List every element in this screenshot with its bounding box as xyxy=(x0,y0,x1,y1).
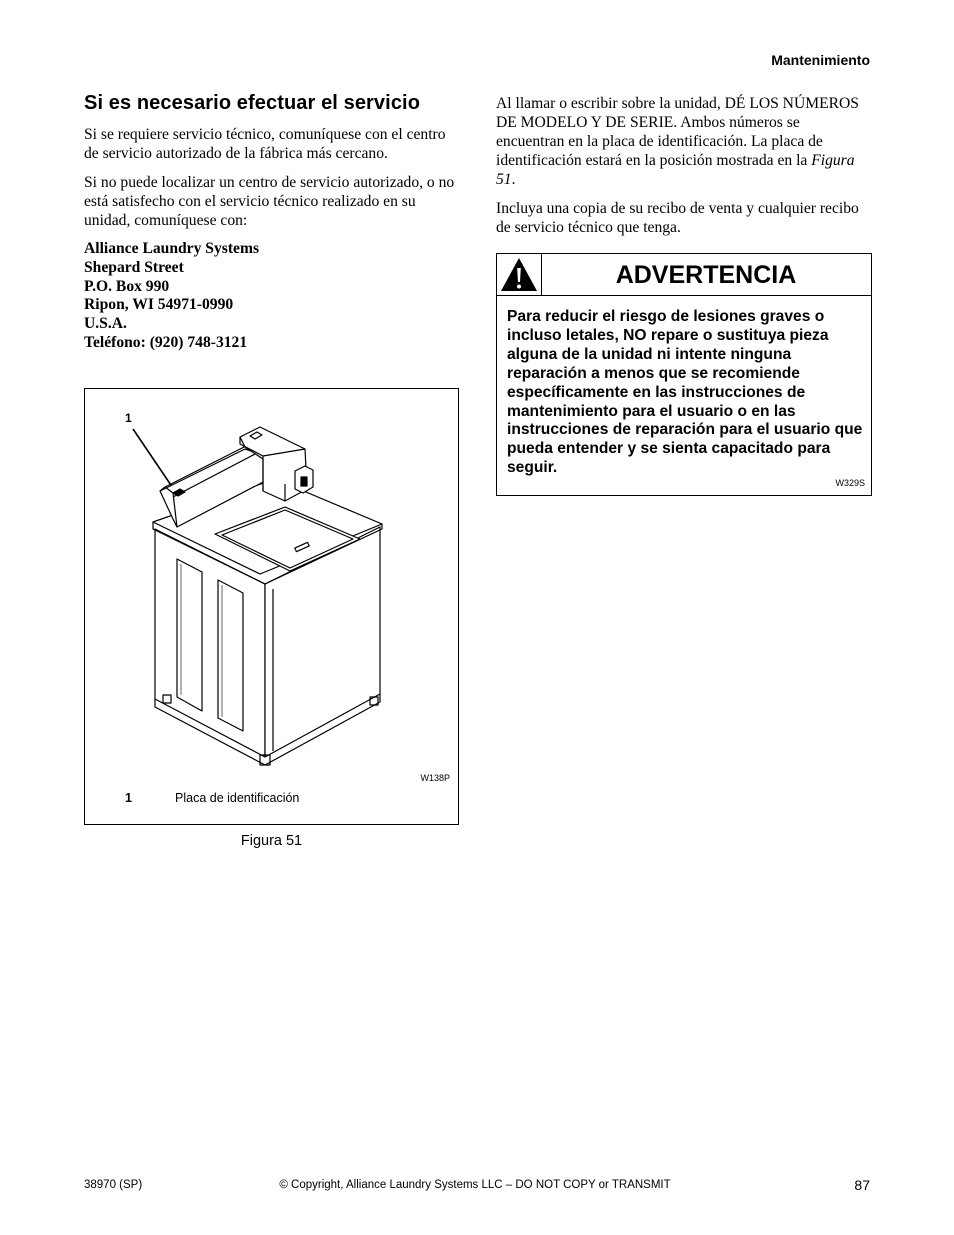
warning-code: W329S xyxy=(835,478,865,488)
page-number: 87 xyxy=(854,1177,870,1193)
address-line: Shepard Street xyxy=(84,258,184,276)
address-line: Alliance Laundry Systems xyxy=(84,240,260,257)
paragraph-text: Al llamar o escribir sobre la unidad, DÉ LOS NÚMEROS DE MODELO Y DE SERIE. Ambos números se encuentran en la placa de identificación. La placa de identificación estará en la posición mostrada en la xyxy=(496,95,859,169)
footer-copyright: © Copyright, Alliance Laundry Systems LLC – DO NOT COPY or TRANSMIT xyxy=(279,1179,671,1191)
washer-illustration-icon xyxy=(85,389,458,824)
footer-doc-number: 38970 (SP) xyxy=(84,1179,143,1191)
paragraph-service-1: Si se requiere servicio técnico, comuníquese con el centro de servicio autorizado de la fábrica más cercano. xyxy=(84,126,446,162)
figure-code: W138P xyxy=(420,773,450,783)
paragraph-service-2: Si no puede localizar un centro de servicio autorizado, o no está satisfecho con el servicio técnico realizado en su unidad, comuníquese con: xyxy=(84,174,455,229)
contact-address xyxy=(84,240,460,353)
running-header: Mantenimiento xyxy=(771,52,870,68)
address-line: U.S.A. xyxy=(84,315,127,333)
warning-title: ADVERTENCIA xyxy=(615,261,797,289)
figure-box xyxy=(84,388,459,825)
paragraph-text: . xyxy=(511,171,516,188)
paragraph-receipt: Incluya una copia de su recibo de venta y cualquier recibo de servicio técnico que tenga. xyxy=(496,200,859,236)
figure-caption: Figura 51 xyxy=(240,833,303,849)
legend-text: Placa de identificación xyxy=(175,791,300,805)
paragraph-model-serial xyxy=(496,94,871,189)
legend-number: 1 xyxy=(125,791,132,805)
right-column xyxy=(496,94,871,247)
warning-box xyxy=(496,253,872,496)
warning-header xyxy=(497,254,871,296)
address-line: Teléfono: (920) 748-3121 xyxy=(84,333,248,351)
address-line: P.O. Box 990 xyxy=(84,277,170,295)
warning-body: Para reducir el riesgo de lesiones graves o incluso letales, NO repare o sustituya pieza alguna de la unidad ni intente ninguna reparación a menos que se recomiende específicamente en las instrucciones de mantenimiento para el usuario o en las instrucciones de reparación para el usuario que pueda entender y se sienta capacitado para seguir. xyxy=(507,308,863,477)
address-line: Ripon, WI 54971-0990 xyxy=(84,296,234,314)
left-column xyxy=(84,92,460,353)
callout-number: 1 xyxy=(125,411,132,425)
figure-reference: Figura 51 xyxy=(496,152,855,188)
warning-triangle-icon xyxy=(497,254,542,295)
section-title: Si es necesario efectuar el servicio xyxy=(84,92,421,114)
